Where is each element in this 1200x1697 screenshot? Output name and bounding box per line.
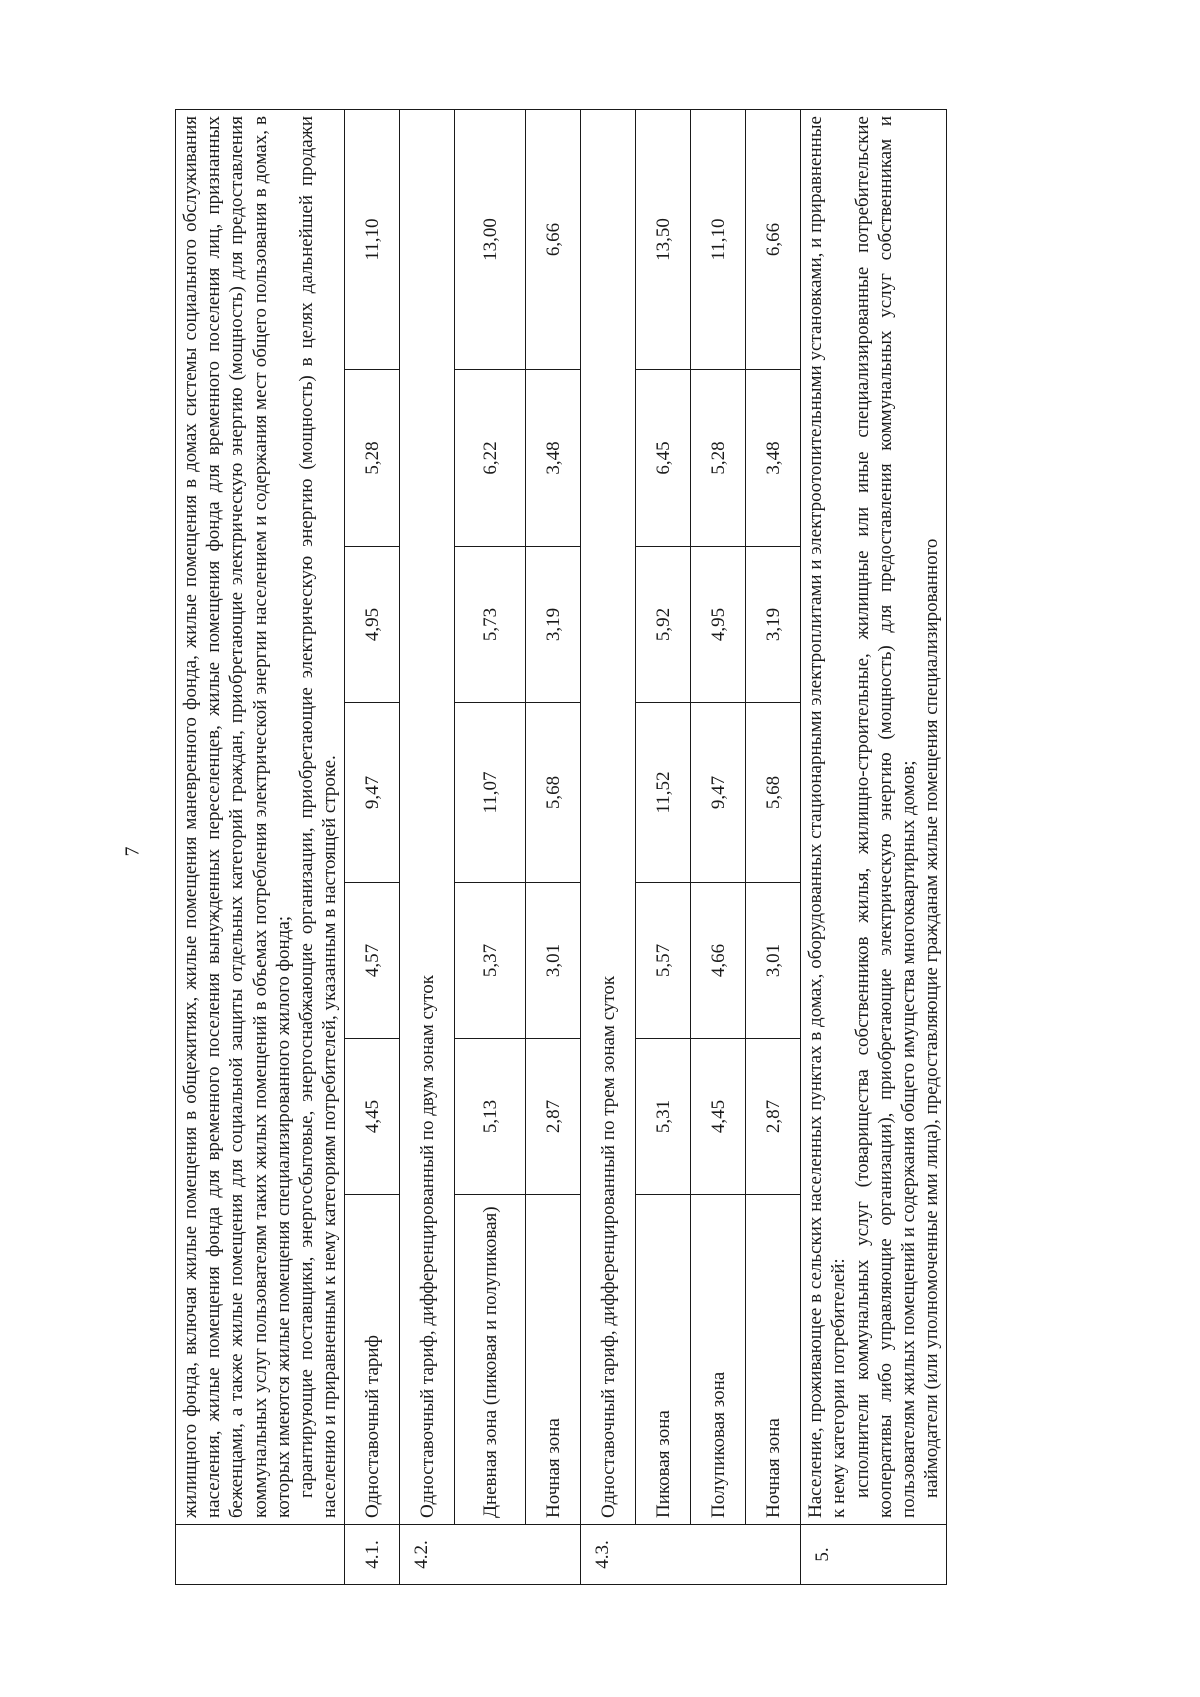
intro-cell: [176, 110, 345, 1525]
value-cell: 4,95: [691, 547, 746, 703]
value-cell: 11,10: [691, 110, 746, 370]
row-label: Пиковая зона: [636, 1195, 691, 1525]
value-cell: 4,57: [345, 883, 400, 1039]
row-number: 5.: [801, 1525, 947, 1585]
value-cell: 3,48: [526, 370, 581, 547]
value-cell: 3,19: [526, 547, 581, 703]
row-number: 4.1.: [345, 1525, 400, 1585]
tariff-table-sheet: [175, 110, 1075, 1585]
value-cell: 9,47: [691, 703, 746, 883]
section-5-paragraph-1: Население, проживающее в сельских населенных пунктах в домах, оборудованных стационарными электроплитами и электроотопительными установками, и приравненные к нему категории потребителей:: [805, 116, 850, 1518]
page-number: 7: [121, 846, 144, 857]
section-5-paragraph-2: исполнители коммунальных услуг (товарищества собственников жилья, жилищно-строительные, жилищные или иные специализированные потребительские кооперативы либо управляющие организации), приобретающие электрическую энергию (мощность) для предоставления коммунальных услуг собственникам и пользователям жилых помещений и содержания общего имущества многоквартирных домов;: [851, 116, 919, 1518]
value-cell: 5,73: [455, 547, 526, 703]
table-row: [691, 110, 746, 1585]
value-cell: 3,01: [526, 883, 581, 1039]
value-cell: 5,28: [691, 370, 746, 547]
table-row: [526, 110, 581, 1585]
row-number: 4.2.: [400, 1525, 581, 1585]
value-cell: 5,68: [746, 703, 801, 883]
section-header: Одноставочный тариф, дифференцированный по двум зонам суток: [400, 110, 455, 1525]
row-label: Одноставочный тариф: [345, 1195, 400, 1525]
value-cell: 5,92: [636, 547, 691, 703]
intro-paragraph-1: жилищного фонда, включая жилые помещения в общежитиях, жилые помещения маневренного фонда, жилые помещения в домах системы социального обслуживания населения, жилые помещения фонда для временного поселения вынужденных переселенцев, жилые помещения фонда для временного поселения лиц, признанных беженцами, а также жилые помещения для социальной защиты отдельных категорий граждан, приобретающие электрическую энергию (мощность) для предоставления коммунальных услуг пользователям таких жилых помещений в объемах потребления электрической энергии населением и содержания мест общего пользования в домах, в которых имеются жилые помещения специализированного жилого фонда;: [180, 116, 294, 1518]
section-header-row: [400, 110, 455, 1585]
value-cell: 3,19: [746, 547, 801, 703]
row-label: Полупиковая зона: [691, 1195, 746, 1525]
section-header-row: [581, 110, 636, 1585]
value-cell: 5,13: [455, 1039, 526, 1195]
row-label: Дневная зона (пиковая и полупиковая): [455, 1195, 526, 1525]
value-cell: 11,07: [455, 703, 526, 883]
value-cell: 6,45: [636, 370, 691, 547]
section-5-row: [801, 110, 947, 1585]
table-row: [746, 110, 801, 1585]
value-cell: 6,22: [455, 370, 526, 547]
table-row: [636, 110, 691, 1585]
value-cell: 13,00: [455, 110, 526, 370]
table-row: [455, 110, 526, 1585]
value-cell: 5,28: [345, 370, 400, 547]
section-5-paragraph-3: наймодатели (или уполномоченные ими лица), предоставляющие гражданам жилые помещения специализированного: [921, 538, 943, 1498]
value-cell: 5,37: [455, 883, 526, 1039]
value-cell: 11,10: [345, 110, 400, 370]
value-cell: 3,01: [746, 883, 801, 1039]
table-row: [345, 110, 400, 1585]
intro-paragraph-2: гарантирующие поставщики, энергосбытовые, энергоснабжающие организации, приобретающие электрическую энергию (мощность) в целях дальнейшей продажи населению и приравненным к нему категориям потребителей, указанным в настоящей строке.: [295, 116, 341, 1518]
value-cell: 5,68: [526, 703, 581, 883]
value-cell: 4,45: [345, 1039, 400, 1195]
value-cell: 4,45: [691, 1039, 746, 1195]
value-cell: 4,66: [691, 883, 746, 1039]
value-cell: 2,87: [526, 1039, 581, 1195]
value-cell: 5,31: [636, 1039, 691, 1195]
row-number: 4.3.: [581, 1525, 801, 1585]
value-cell: 3,48: [746, 370, 801, 547]
intro-num-cell: [176, 1525, 345, 1585]
value-cell: 6,66: [746, 110, 801, 370]
intro-row: [176, 110, 345, 1585]
value-cell: 13,50: [636, 110, 691, 370]
value-cell: 2,87: [746, 1039, 801, 1195]
row-label: Ночная зона: [526, 1195, 581, 1525]
row-label: Ночная зона: [746, 1195, 801, 1525]
section-header: Одноставочный тариф, дифференцированный по трем зонам суток: [581, 110, 636, 1525]
value-cell: 5,57: [636, 883, 691, 1039]
section-5-text: [801, 110, 947, 1525]
value-cell: 4,95: [345, 547, 400, 703]
tariff-table: [175, 109, 947, 1585]
value-cell: 11,52: [636, 703, 691, 883]
value-cell: 9,47: [345, 703, 400, 883]
value-cell: 6,66: [526, 110, 581, 370]
